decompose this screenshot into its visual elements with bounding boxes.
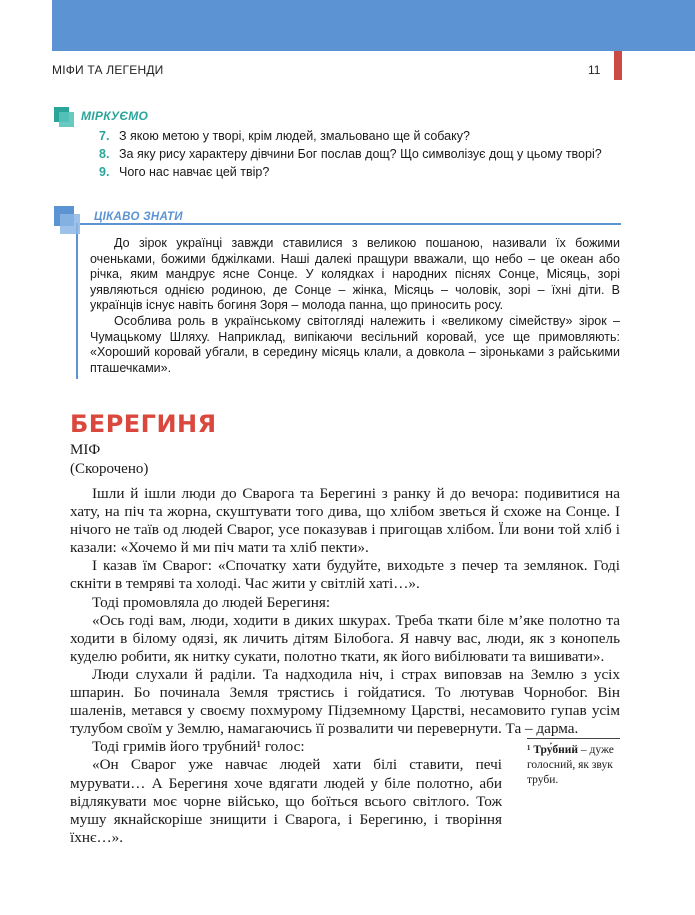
- question-text: За яку рису характеру дівчини Бог послав дощ? Що символізує дощ у цьому творі?: [119, 147, 602, 161]
- page-number: 11: [588, 63, 601, 77]
- story-paragraph: «Ось годі вам, люди, ходити в диких шкурах. Треба ткати біле м’яке полотно та ходити в білому одязі, як личить дітям Білобога. Я навчу вас, люди, як з конопель куделю робити, як нитку сукати, полотно ткати, як його вибілювати та вишивати».: [70, 611, 620, 665]
- think-section-icon: [54, 107, 74, 127]
- info-paragraph: До зірок українці завжди ставилися з великою пошаною, називали їх божими оченьками, божими бджілками. Наші далекі пращури вважали, що небо – це океан або річка, яким мандрує ясне Сонце. У колядках і народних піснях Сонце, Місяць, зорі уявляються однією родиною, де Сонце – жінка, Місяць – чоловік, зорі – їхні діти. В українців існує навіть богиня Зоря – молода панна, що приносить росу.: [90, 236, 620, 313]
- question-item: [99, 128, 629, 144]
- question-number: 8.: [99, 147, 110, 161]
- footnote-definition: – дуже голосний, як звук труби.: [527, 744, 614, 786]
- story-paragraph: «Он Сварог уже навчає людей хати білі ставити, печі мурувати… А Берегиня хоче вдягати людей у біле полотно, аби відлякувати моє чорне військо, що боїться всього світлого. Тож мушу якнайскоріше знищити і Сварога, і Берегиню, і творіння їхнє…».: [70, 756, 502, 846]
- info-paragraph: Особлива роль в українському світогляді належить і «великому сімейству» зірок – Чумацькому Шляху. Наприклад, випікаючи весільний коровай, усе ще примовляють: «Хороший коровай убгали, в середину місяць клали, а довкола – зіроньками з райськими пташечками».: [90, 313, 620, 375]
- story-paragraph: Тоді гримів його трубний¹ голос:: [92, 738, 305, 756]
- think-section-title: МІРКУЄМО: [81, 109, 149, 123]
- footnote-term: ¹ Тру́бний: [527, 744, 579, 756]
- story-paragraph: Люди слухали й раділи. Та надходила ніч, і страх виповзав на Землю з усіх шпарин. Бо починала Земля трястись і гойдатися. То лютував Чорнобог. Він шаленів, метався у своєму похмурому Підземному Царстві, несамовито гупав усім тулубом своїм у Землю, намагаючись її розвалити чи перевернути. Та – дарма.: [70, 665, 620, 738]
- running-head: МІФИ ТА ЛЕГЕНДИ: [52, 63, 164, 77]
- story-paragraph: Тоді промовляла до людей Берегиня:: [92, 593, 331, 611]
- story-paragraph: Ішли й ішли люди до Сварога та Берегині з ранку й до вечора: подивитися на хату, на піч та жорна, скуштувати того дива, що хлібом зветься й схоже на Сонце. І нічого не таїв од людей Сварог, усе показував і пригощав хлібом. Їли вони той хліб і казали: «Хочемо й ми піч мати та хліб пекти».: [70, 485, 620, 557]
- story-abridged-note: (Скорочено): [70, 461, 149, 477]
- info-box-text: [90, 236, 620, 376]
- question-item: [99, 146, 629, 162]
- info-section-title: ЦІКАВО ЗНАТИ: [94, 211, 183, 223]
- info-box-rule: [80, 223, 621, 225]
- footnote: [527, 738, 620, 788]
- question-list: [99, 128, 629, 182]
- question-text: Чого нас навчає цей твір?: [119, 165, 270, 179]
- question-item: [99, 164, 629, 180]
- story-text: [70, 485, 620, 847]
- header-band: [52, 0, 695, 51]
- story-paragraph: І казав їм Сварог: «Спочатку хати будуйте, виходьте з печер та землянок. Годі скніти в темряві та холоді. Час жити у світлій хаті…».: [70, 557, 620, 593]
- story-genre-block: [70, 441, 148, 479]
- info-section-icon: [54, 206, 80, 234]
- question-text: З якою метою у творі, крім людей, змальовано ще й собаку?: [119, 129, 470, 143]
- story-genre: МІФ: [70, 442, 101, 458]
- question-number: 9.: [99, 165, 110, 179]
- story-title: БЕРЕГИНЯ: [70, 410, 217, 438]
- question-number: 7.: [99, 129, 110, 143]
- page-tab-marker: [614, 51, 622, 80]
